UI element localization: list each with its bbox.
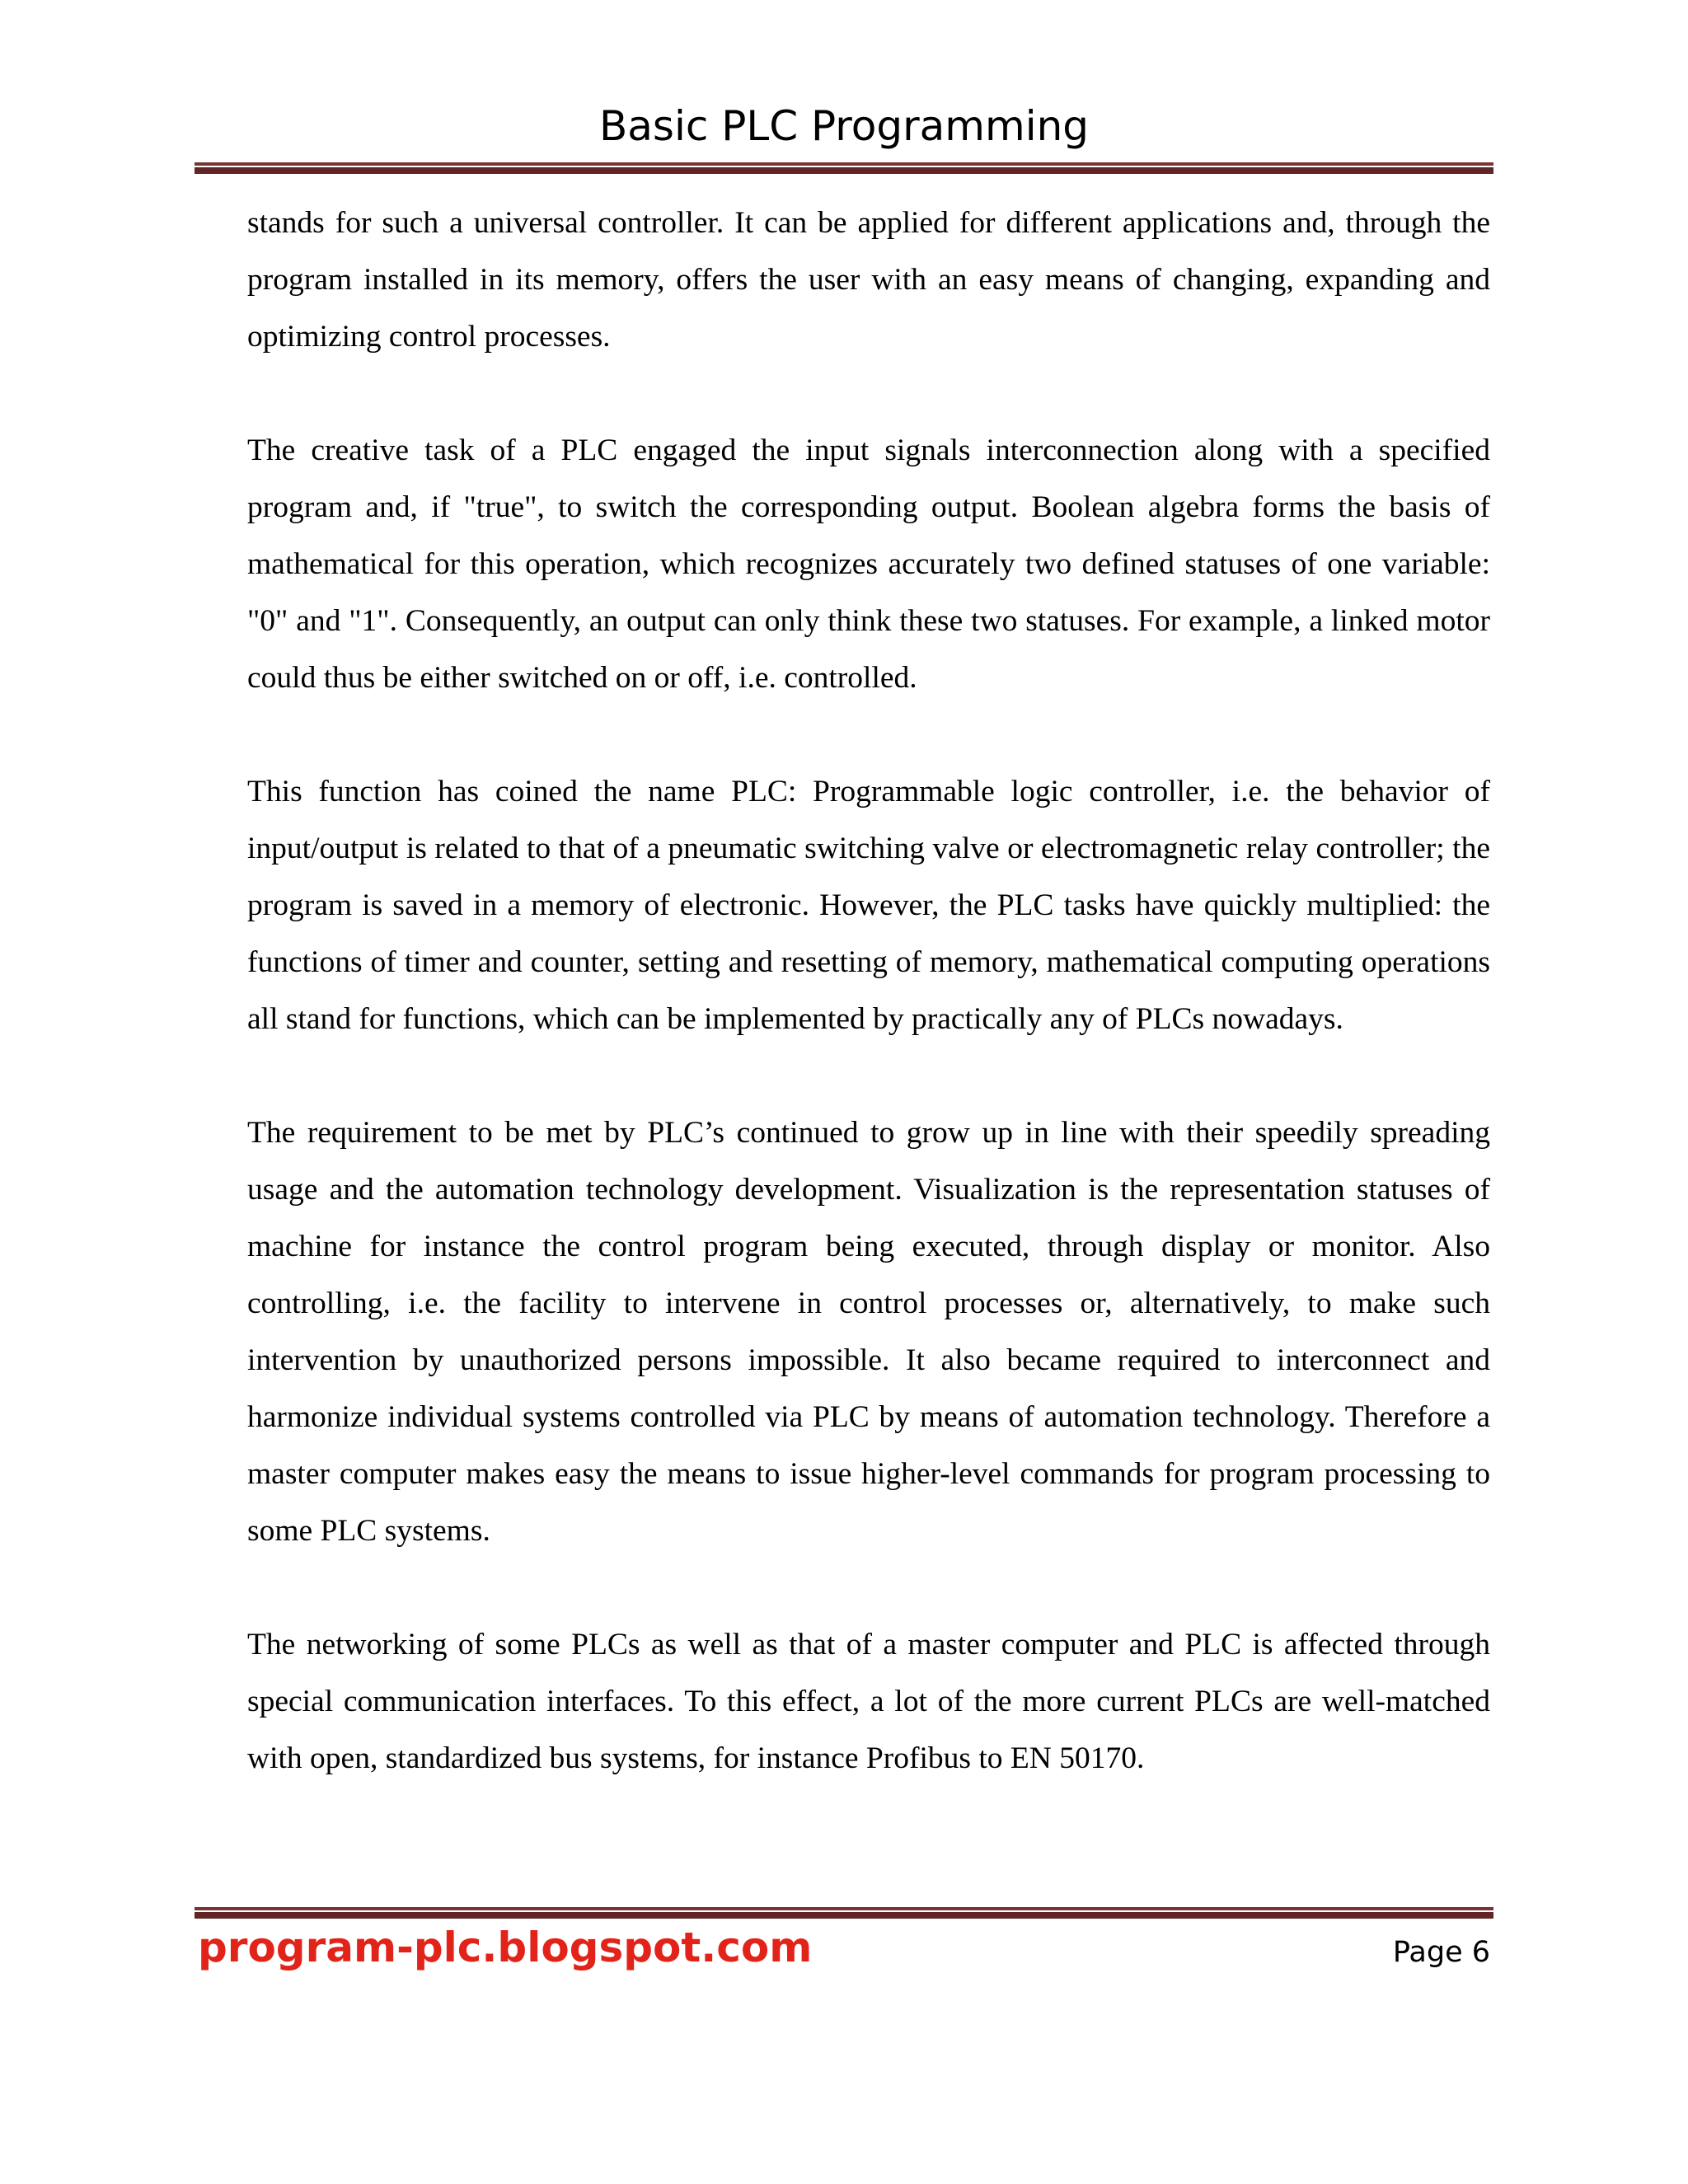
- footer-site-link[interactable]: program-plc.blogspot.com: [198, 1924, 813, 1971]
- body-paragraph-4: The requirement to be met by PLC’s continued to grow up in line with their speedily spreading usage and the automation technology development. Visualization is the representation statuses of machine for instance the control program being executed, through display or monitor. Also controlling, i.e. the facility to intervene in control processes or, alternatively, to make such intervention by unauthorized persons impossible. It also became required to interconnect and harmonize individual systems controlled via PLC by means of automation technology. Therefore a master computer makes easy the means to issue higher-level commands for program processing to some PLC systems.: [247, 1116, 1490, 1548]
- body-paragraph-1: stands for such a universal controller. It can be applied for different applications and, through the program installed in its memory, offers the user with an easy means of changing, expanding and optimizing control processes.: [247, 206, 1490, 354]
- page-body: [247, 194, 1490, 1787]
- footer-divider: [195, 1907, 1493, 1919]
- body-paragraph-5: The networking of some PLCs as well as that of a master computer and PLC is affected through special communication interfaces. To this effect, a lot of the more current PLCs are well-matched with open, standardized bus systems, for instance Profibus to EN 50170.: [247, 1628, 1490, 1775]
- footer-divider-thin-line: [195, 1907, 1493, 1910]
- body-paragraph-2: The creative task of a PLC engaged the input signals interconnection along with a specified program and, if "true", to switch the corresponding output. Boolean algebra forms the basis of mathematical for this operation, which recognizes accurately two defined statuses of one variable: "0" and "1". Consequently, an output can only think these two statuses. For example, a linked motor could thus be either switched on or off, i.e. controlled.: [247, 434, 1490, 695]
- page-header-title: Basic PLC Programming: [598, 102, 1090, 150]
- header-divider-thin-line: [195, 162, 1493, 166]
- body-paragraph-3: This function has coined the name PLC: Programmable logic controller, i.e. the behavior of input/output is related to that of a pneumatic switching valve or electromagnetic relay controller; the program is saved in a memory of electronic. However, the PLC tasks have quickly multiplied: the functions of timer and counter, setting and resetting of memory, mathematical computing operations all stand for functions, which can be implemented by practically any of PLCs nowadays.: [247, 775, 1490, 1036]
- footer-divider-thick-line: [195, 1912, 1493, 1919]
- header-divider-thick-line: [195, 167, 1493, 174]
- header-divider: [195, 162, 1493, 174]
- footer-page-number: Page 6: [1392, 1936, 1490, 1969]
